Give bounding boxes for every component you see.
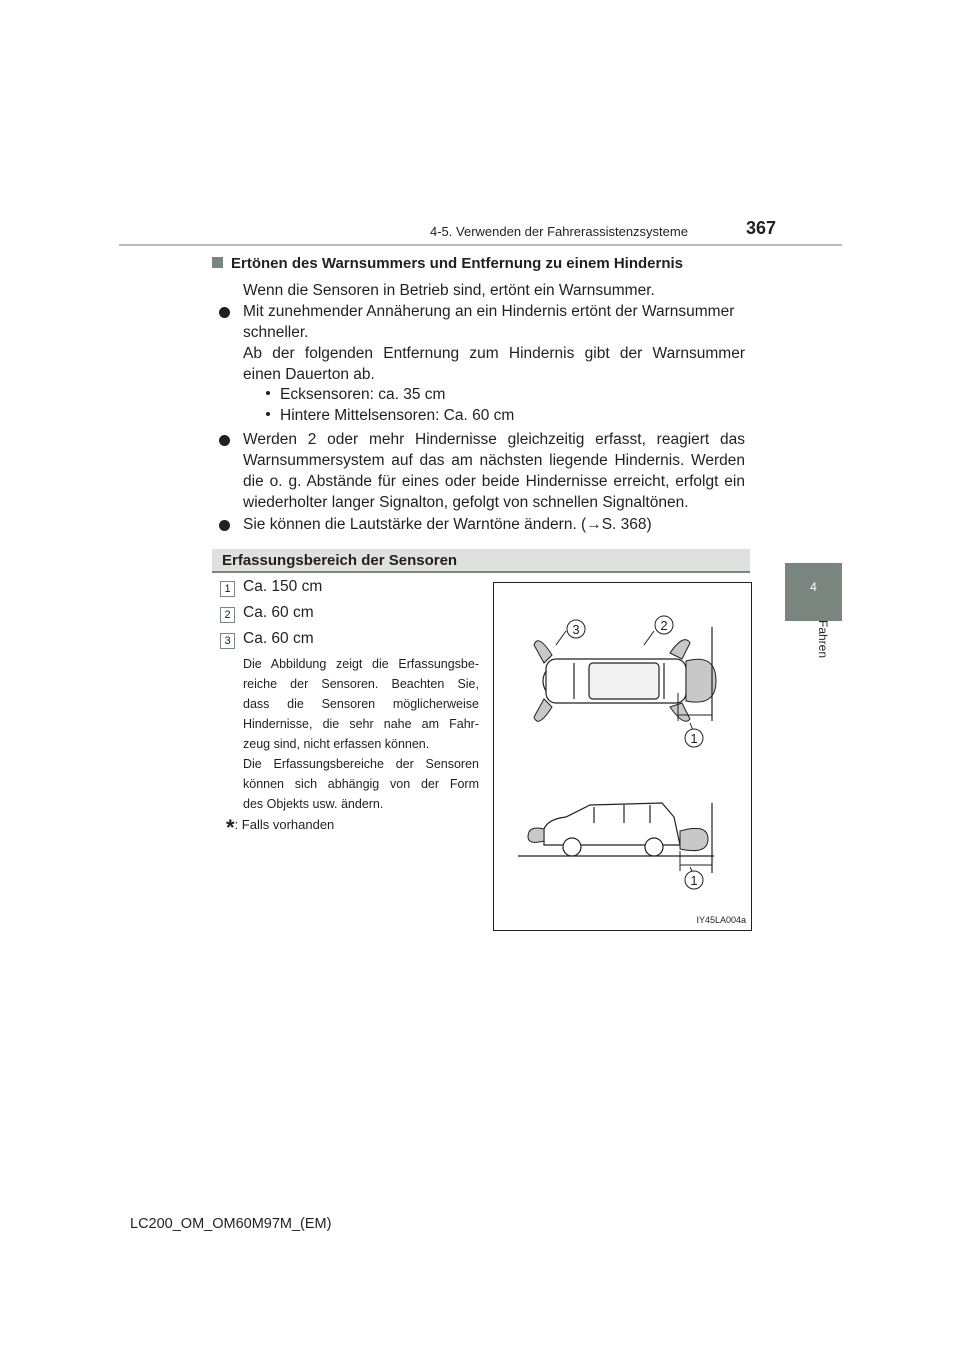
- callout-2: [655, 616, 673, 634]
- header-divider: [119, 244, 842, 246]
- callout-label: 2: [660, 618, 668, 633]
- bullet-1-line-1: Mit zunehmender Annäherung an ein Hindernis ertönt der Warnsummer: [243, 303, 735, 320]
- footnote: [226, 815, 334, 841]
- small-bullet-icon: [266, 412, 270, 416]
- sub-item-2: [266, 407, 514, 425]
- section-heading: [212, 255, 683, 272]
- callout-number-box: 3: [220, 633, 235, 649]
- bullet-dot-icon: [219, 435, 230, 446]
- chapter-tab: [785, 563, 842, 621]
- page-number: 367: [746, 218, 777, 238]
- callout-1-top: [685, 729, 703, 747]
- subsection-heading: Erfassungsbereich der Sensoren: [222, 552, 458, 569]
- note-1-line: Hindernisse, die sehr nahe am Fahr-: [243, 717, 479, 731]
- note-paragraph-1: [243, 654, 479, 754]
- note-2-line: können sich abhängig von der Form: [243, 777, 479, 791]
- sub-item-2-text: Hintere Mittelsensoren: Ca. 60 cm: [280, 407, 515, 424]
- note-1-line: reiche der Sensoren. Beachten Sie,: [243, 677, 479, 691]
- range-item-label: Ca. 60 cm: [243, 630, 314, 647]
- range-item-label: Ca. 60 cm: [243, 604, 314, 621]
- subsection-heading-box: [212, 549, 750, 573]
- intro-paragraph: Wenn die Sensoren in Betrieb sind, ertönt ein Warnsummer.: [243, 282, 655, 299]
- leader-line: [556, 631, 566, 645]
- bullet-2-line-3: die o. g. Abstände für eines oder beide Hindernisse erreicht, erfolgt ein: [243, 473, 745, 490]
- callout-3: [567, 620, 585, 638]
- bullet-1-line-3: Ab der folgenden Entfernung zum Hindernis gibt der Warnsummer: [243, 345, 745, 362]
- note-1-line: zeug sind, nicht erfassen können.: [243, 737, 430, 751]
- callout-1-side: [685, 871, 703, 889]
- note-2-line: des Objekts usw. ändern.: [243, 797, 384, 811]
- document-id: LC200_OM_OM60M97M_(EM): [130, 1216, 332, 1232]
- callout-number-box: 1: [220, 581, 235, 597]
- callout-number-box: 2: [220, 607, 235, 623]
- bullet-dot-icon: [219, 520, 230, 531]
- side-view-vehicle: [544, 803, 680, 856]
- note-2-line: Die Erfassungsbereiche der Sensoren: [243, 757, 479, 771]
- bullet-2-line-4: wiederholter langer Signalton, gefolgt von schnellen Signaltönen.: [243, 494, 689, 511]
- figure-code: IY45LA004a: [696, 915, 746, 925]
- range-item-label: Ca. 150 cm: [243, 578, 323, 595]
- bullet-paragraph-1: [219, 301, 745, 385]
- sub-item-1-text: Ecksensoren: ca. 35 cm: [280, 386, 446, 403]
- bullet-3-text: Sie können die Lautstärke der Warntöne ändern. (→S. 368): [243, 516, 652, 533]
- bullet-1-line-2: schneller.: [243, 324, 309, 341]
- bullet-2-line-2: Warnsummersystem auf das am nächsten liegende Hindernis. Werden: [243, 452, 745, 469]
- square-bullet-icon: [212, 257, 223, 268]
- bullet-1-line-4: einen Dauerton ab.: [243, 366, 375, 383]
- small-bullet-icon: [266, 391, 270, 395]
- bullet-paragraph-3: [219, 514, 745, 535]
- bullet-paragraph-2: [219, 429, 745, 513]
- callout-label: 1: [690, 873, 698, 888]
- running-header-section: 4-5. Verwenden der Fahrerassistenzsysteme: [430, 224, 688, 239]
- note-1-line: Die Abbildung zeigt die Erfassungsbe-: [243, 657, 479, 671]
- footnote-star: *: [226, 815, 235, 840]
- chapter-number: 4: [810, 580, 817, 594]
- section-heading-text: Ertönen des Warnsummers und Entfernung zu einem Hindernis: [231, 255, 683, 272]
- sensor-range-figure: [493, 582, 752, 931]
- callout-label: 1: [690, 731, 698, 746]
- bullet-dot-icon: [219, 307, 230, 318]
- callout-label: 3: [572, 622, 580, 637]
- bullet-2-line-1: Werden 2 oder mehr Hindernisse gleichzeitig erfasst, reagiert das: [243, 431, 745, 448]
- note-paragraph-2: [243, 754, 479, 814]
- note-1-line: dass die Sensoren möglicherweise: [243, 697, 479, 711]
- sub-item-1: [266, 386, 445, 404]
- chapter-title: Fahren: [816, 620, 830, 659]
- top-view-vehicle: [543, 659, 686, 703]
- leader-line: [644, 631, 654, 645]
- footnote-text: : Falls vorhanden: [234, 817, 335, 832]
- sensor-range-illustration: [494, 583, 751, 930]
